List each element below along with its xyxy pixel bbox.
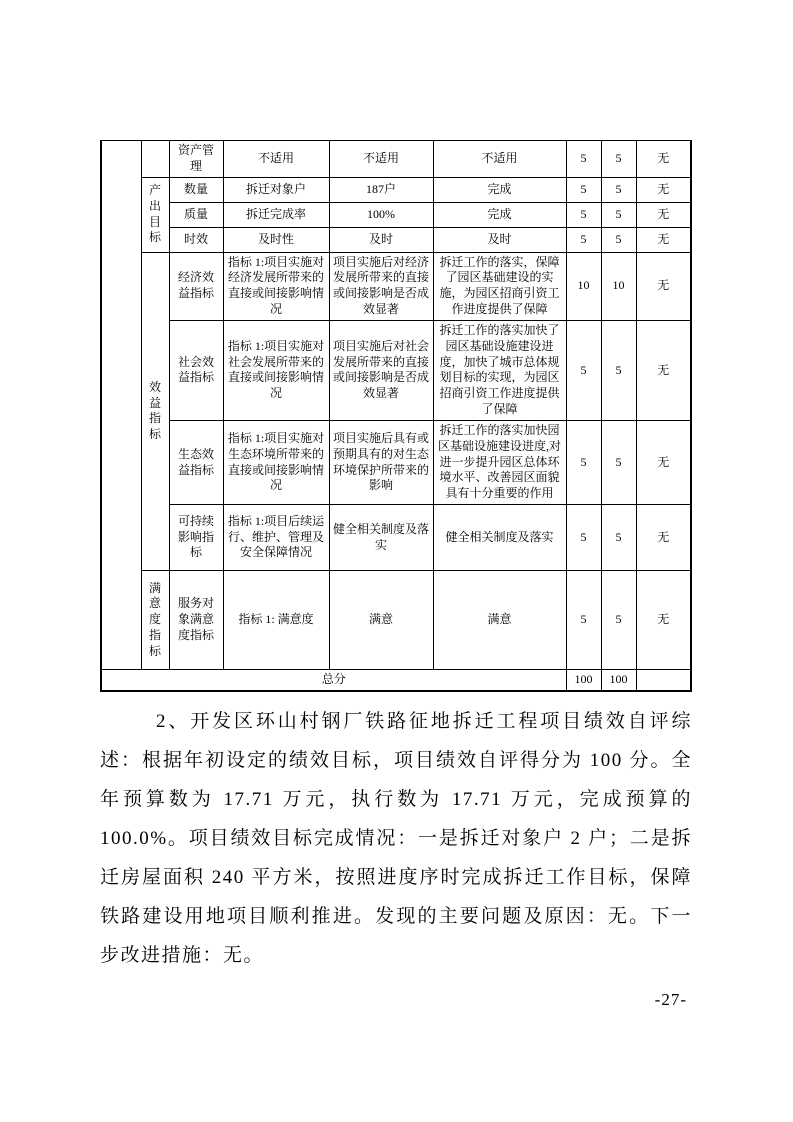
economic-adjust-cell: 无 xyxy=(636,252,691,320)
output-group-cell: 产出目标 xyxy=(141,177,169,252)
ecological-label-cell: 生态效益指标 xyxy=(169,420,223,504)
quality-indicator-cell: 拆迁完成率 xyxy=(223,202,329,227)
quality-adjust-cell: 无 xyxy=(636,202,691,227)
total-adjust-cell xyxy=(636,670,691,691)
sustain-score1-cell: 5 xyxy=(566,505,601,571)
social-label-cell: 社会效益指标 xyxy=(169,320,223,420)
quality-score2-cell: 5 xyxy=(601,202,636,227)
ecological-criteria-cell: 项目实施后具有或预期具有的对生态环境保护所带来的影响 xyxy=(329,420,433,504)
sustain-adjust-cell: 无 xyxy=(636,505,691,571)
time-indicator-cell: 及时性 xyxy=(223,227,329,252)
empty-group-cell xyxy=(141,141,169,178)
asset-indicator-cell: 不适用 xyxy=(223,141,329,178)
ecological-actual-cell: 拆迁工作的落实加快园区基础设施建设进度,对进一步提升园区总体环境水平、改善园区面貌具有十分重要的作用 xyxy=(433,420,566,504)
ecological-indicator-cell: 指标 1:项目实施对生态环境所带来的直接或间接影响情况 xyxy=(223,420,329,504)
table-row-quantity xyxy=(101,177,691,202)
table-row-timeliness xyxy=(101,227,691,252)
satisfaction-adjust-cell: 无 xyxy=(636,571,691,670)
quantity-actual-cell: 完成 xyxy=(433,177,566,202)
merged-left-category-cell xyxy=(101,141,141,670)
quality-score1-cell: 5 xyxy=(566,202,601,227)
asset-label-cell: 资产管理 xyxy=(169,141,223,178)
satisfaction-criteria-cell: 满意 xyxy=(329,571,433,670)
sustain-indicator-cell: 指标 1:项目后续运行、维护、管理及安全保障情况 xyxy=(223,505,329,571)
economic-indicator-cell: 指标 1:项目实施对经济发展所带来的直接或间接影响情况 xyxy=(223,252,329,320)
quantity-score1-cell: 5 xyxy=(566,177,601,202)
total-label-cell: 总分 xyxy=(101,670,566,691)
sustain-label-cell: 可持续影响指标 xyxy=(169,505,223,571)
satisfaction-indicator-cell: 指标 1: 满意度 xyxy=(223,571,329,670)
social-indicator-cell: 指标 1:项目实施对社会发展所带来的直接或间接影响情况 xyxy=(223,320,329,420)
table-row-total xyxy=(101,670,691,691)
ecological-score1-cell: 5 xyxy=(566,420,601,504)
time-actual-cell: 及时 xyxy=(433,227,566,252)
table-row-economic xyxy=(101,252,691,320)
time-score1-cell: 5 xyxy=(566,227,601,252)
quantity-score2-cell: 5 xyxy=(601,177,636,202)
page-number: -27- xyxy=(654,990,687,1009)
self-evaluation-summary-paragraph: 2、开发区环山村钢厂铁路征地拆迁工程项目绩效自评综述：根据年初设定的绩效目标，项目绩效自评得分为 100 分。全年预算数为 17.71 万元，执行数为 17.71 万元，完成预算的 100.0%。项目绩效目标完成情况：一是拆迁对象户 2 户；二是拆迁房屋面积 240 平方米，按照进度序时完成拆迁工作目标，保障铁路建设用地项目顺利推进。发现的主要问题及原因：无。下一步改进措施：无。 xyxy=(100,711,692,966)
economic-criteria-cell: 项目实施后对经济发展所带来的直接或间接影响是否成效显著 xyxy=(329,252,433,320)
economic-score2-cell: 10 xyxy=(601,252,636,320)
time-label-cell: 时效 xyxy=(169,227,223,252)
sustain-actual-cell: 健全相关制度及落实 xyxy=(433,505,566,571)
social-score1-cell: 5 xyxy=(566,320,601,420)
ecological-adjust-cell: 无 xyxy=(636,420,691,504)
quality-criteria-cell: 100% xyxy=(329,202,433,227)
asset-criteria-cell: 不适用 xyxy=(329,141,433,178)
quality-label-cell: 质量 xyxy=(169,202,223,227)
economic-label-cell: 经济效益指标 xyxy=(169,252,223,320)
quantity-label-cell: 数量 xyxy=(169,177,223,202)
benefit-group-cell: 效益指标 xyxy=(141,252,169,570)
quantity-criteria-cell: 187户 xyxy=(329,177,433,202)
economic-actual-cell: 拆迁工作的落实，保障了园区基础建设的实施，为园区招商引资工作进度提供了保障 xyxy=(433,252,566,320)
table-row-social xyxy=(101,320,691,420)
satisfaction-score2-cell: 5 xyxy=(601,571,636,670)
social-criteria-cell: 项目实施后对社会发展所带来的直接或间接影响是否成效显著 xyxy=(329,320,433,420)
satisfaction-actual-cell: 满意 xyxy=(433,571,566,670)
satisfaction-label-cell: 服务对象满意度指标 xyxy=(169,571,223,670)
quantity-adjust-cell: 无 xyxy=(636,177,691,202)
table-row-sustainability xyxy=(101,505,691,571)
satisfaction-score1-cell: 5 xyxy=(566,571,601,670)
time-score2-cell: 5 xyxy=(601,227,636,252)
performance-self-evaluation-table xyxy=(100,140,692,692)
asset-adjust-cell: 无 xyxy=(636,141,691,178)
time-criteria-cell: 及时 xyxy=(329,227,433,252)
performance-table-container xyxy=(100,140,692,692)
ecological-score2-cell: 5 xyxy=(601,420,636,504)
table-row-quality xyxy=(101,202,691,227)
satisfaction-group-cell: 满意度指标 xyxy=(141,571,169,670)
asset-score2-cell: 5 xyxy=(601,141,636,178)
social-adjust-cell: 无 xyxy=(636,320,691,420)
sustain-criteria-cell: 健全相关制度及落实 xyxy=(329,505,433,571)
economic-score1-cell: 10 xyxy=(566,252,601,320)
social-actual-cell: 拆迁工作的落实加快了园区基础设施建设进度，加快了城市总体规划目标的实现，为园区招商引资工作进度提供了保障 xyxy=(433,320,566,420)
sustain-score2-cell: 5 xyxy=(601,505,636,571)
asset-score1-cell: 5 xyxy=(566,141,601,178)
quantity-indicator-cell: 拆迁对象户 xyxy=(223,177,329,202)
table-row-asset xyxy=(101,141,691,178)
table-row-ecological xyxy=(101,420,691,504)
social-score2-cell: 5 xyxy=(601,320,636,420)
table-row-satisfaction xyxy=(101,571,691,670)
total-score1-cell: 100 xyxy=(566,670,601,691)
time-adjust-cell: 无 xyxy=(636,227,691,252)
quality-actual-cell: 完成 xyxy=(433,202,566,227)
total-score2-cell: 100 xyxy=(601,670,636,691)
asset-actual-cell: 不适用 xyxy=(433,141,566,178)
